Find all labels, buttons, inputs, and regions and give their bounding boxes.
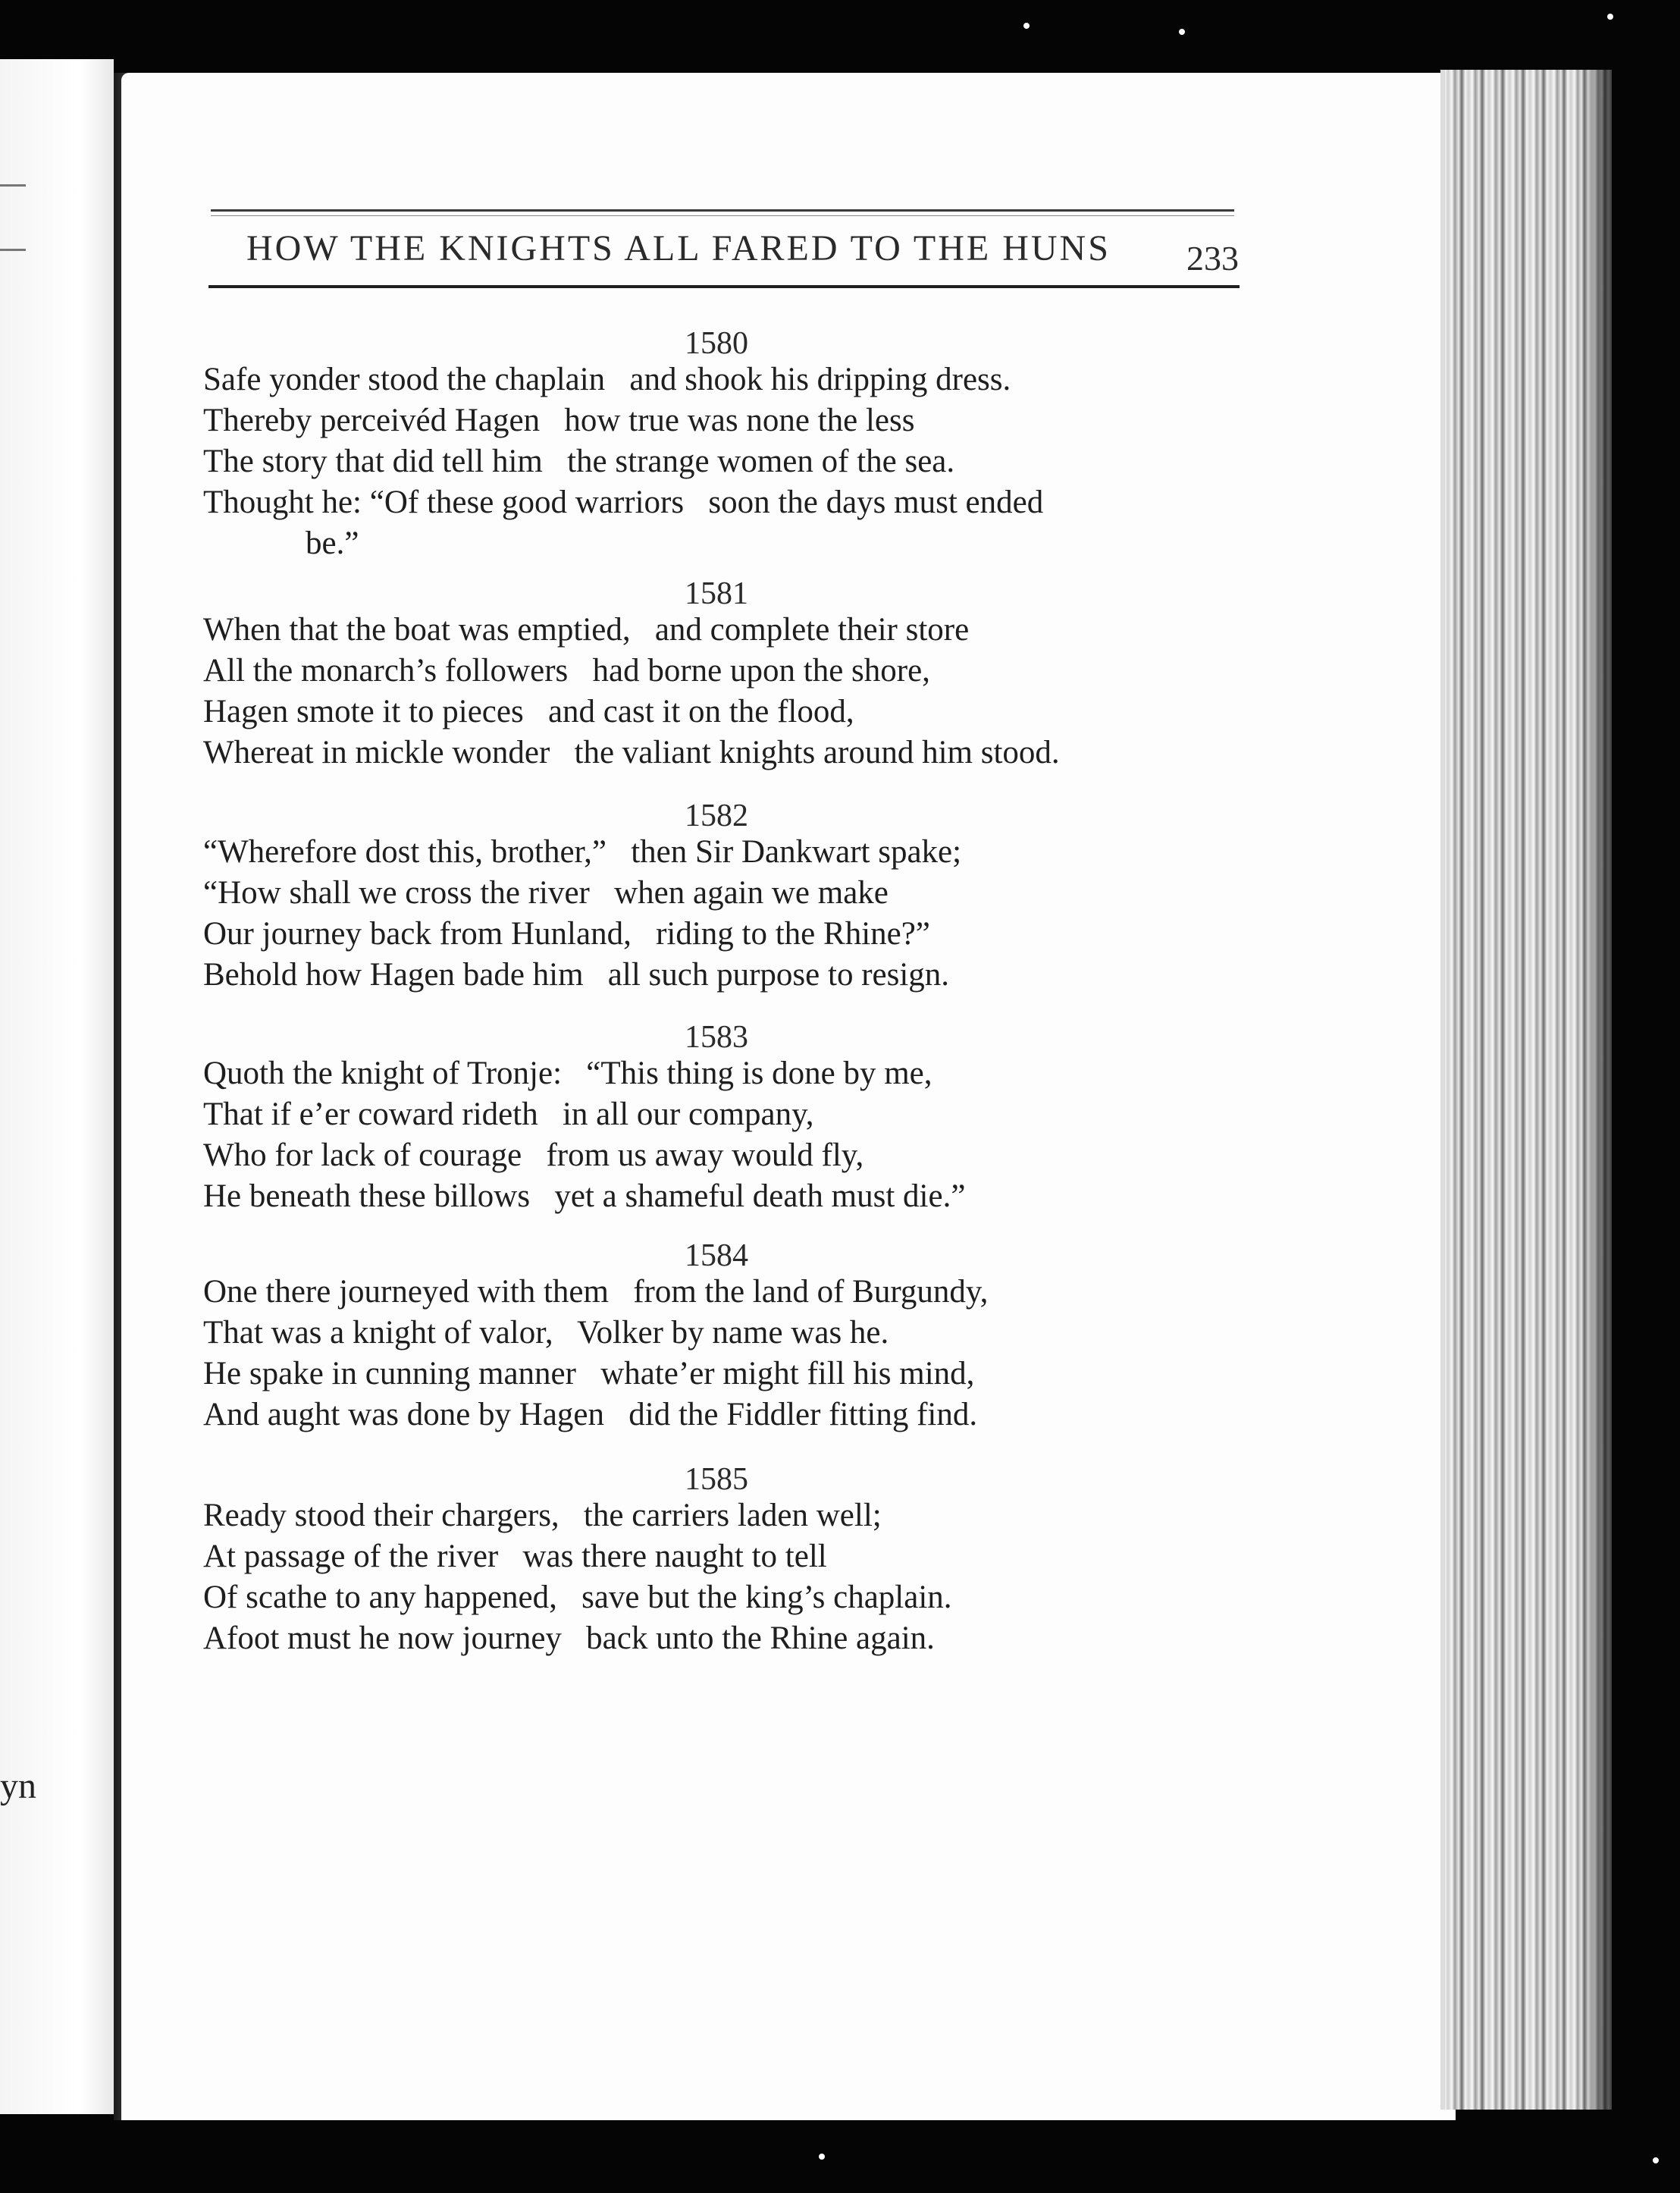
verse-line: That was a knight of valor, Volker by name was he.	[203, 1315, 889, 1351]
scan-speck	[819, 2154, 825, 2160]
left-page-rule	[0, 249, 26, 251]
verse-line: The story that did tell him the strange women of the sea.	[203, 444, 955, 479]
stanza-1584	[203, 1240, 1265, 1435]
scan-speck	[1179, 29, 1185, 35]
verse-line: Thought he: “Of these good warriors soon the days must ended	[203, 485, 1044, 520]
verse-line: “How shall we cross the river when again we make	[203, 875, 889, 911]
page-block-edge	[1440, 70, 1612, 2110]
stanza-1581	[203, 578, 1265, 773]
stanza-number: 1582	[685, 798, 748, 833]
scan-speck	[1607, 14, 1613, 20]
verse-line: He spake in cunning manner whate’er might fill his mind,	[203, 1356, 975, 1391]
verse-line-continuation: be.”	[306, 526, 359, 561]
verse-line: “Wherefore dost this, brother,” then Sir Dankwart spake;	[203, 834, 962, 870]
verse-line: Of scathe to any happened, save but the king’s chaplain.	[203, 1580, 952, 1615]
verse-line: Behold how Hagen bade him all such purpose to resign.	[203, 957, 950, 993]
left-page-text-fragment: yn	[0, 1766, 36, 1806]
verse-line: Thereby perceivéd Hagen how true was none the less	[203, 403, 915, 438]
stanza-1580	[203, 328, 1265, 564]
stanza-1582	[203, 800, 1265, 996]
stanza-number: 1585	[685, 1462, 748, 1497]
header-top-rule	[211, 209, 1234, 212]
verse-line: One there journeyed with them from the land of Burgundy,	[203, 1274, 989, 1310]
verse-line: When that the boat was emptied, and complete their store	[203, 612, 970, 648]
stanza-number: 1580	[685, 326, 748, 361]
scan-speck	[1653, 2157, 1659, 2163]
stanza-number: 1584	[685, 1238, 748, 1273]
verse-line: Afoot must he now journey back unto the Rhine again.	[203, 1620, 935, 1656]
verse-line: And aught was done by Hagen did the Fiddler fitting find.	[203, 1397, 978, 1432]
verse-line: Our journey back from Hunland, riding to the Rhine?”	[203, 916, 930, 952]
verse-line: Safe yonder stood the chaplain and shook his dripping dress.	[203, 362, 1011, 397]
verse-line: Hagen smote it to pieces and cast it on the flood,	[203, 694, 854, 729]
scan-speck	[1023, 23, 1030, 29]
verse-line: Quoth the knight of Tronje: “This thing is done by me,	[203, 1056, 932, 1091]
verse-line: He beneath these billows yet a shameful death must die.”	[203, 1178, 966, 1214]
running-head-title: HOW THE KNIGHTS ALL FARED TO THE HUNS	[246, 228, 1111, 268]
stanza-number: 1581	[685, 576, 748, 611]
stanza-1583	[203, 1021, 1265, 1217]
stanza-number: 1583	[685, 1020, 748, 1055]
page-number: 233	[1186, 239, 1239, 278]
header-bottom-rule	[208, 285, 1240, 288]
verse-line: That if e’er coward rideth in all our company,	[203, 1096, 814, 1132]
left-page-rule	[0, 184, 26, 187]
verse-line: Who for lack of courage from us away would fly,	[203, 1137, 864, 1173]
verse-line: At passage of the river was there naught to tell	[203, 1539, 827, 1574]
verse-line: Whereat in mickle wonder the valiant knights around him stood.	[203, 735, 1060, 770]
verse-line: All the monarch’s followers had borne upon the shore,	[203, 653, 930, 689]
verse-line: Ready stood their chargers, the carriers laden well;	[203, 1498, 882, 1533]
stanza-1585	[203, 1464, 1265, 1659]
header-top-rule-thin	[211, 215, 1234, 216]
left-facing-page	[0, 59, 114, 2114]
